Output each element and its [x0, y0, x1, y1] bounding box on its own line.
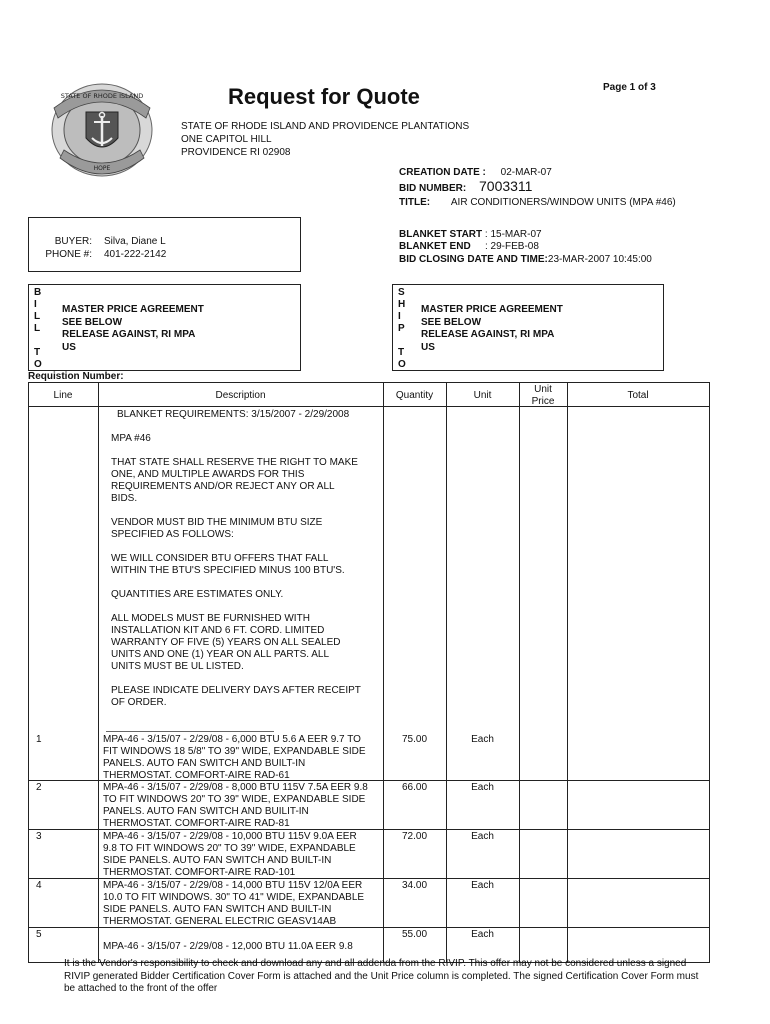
seal-bottom-text: HOPE [93, 165, 111, 172]
item-line-number: 5 [36, 929, 42, 940]
bill-letter: I [34, 299, 37, 310]
requisition-label: Requistion Number: [28, 371, 124, 382]
item-quantity: 55.00 [401, 929, 428, 940]
col-unit-price-line2: Price [531, 396, 555, 407]
closing-value: 23-MAR-2007 10:45:00 [547, 254, 652, 265]
item-quantity: 34.00 [401, 880, 428, 891]
bill-to-line: MASTER PRICE AGREEMENT [62, 304, 204, 315]
item-unit: Each [471, 734, 494, 745]
preamble-estimates: QUANTITIES ARE ESTIMATES ONLY. [111, 589, 284, 600]
creation-date-value: 02-MAR-07 [500, 167, 552, 178]
item-quantity: 72.00 [401, 831, 428, 842]
page-number: Page 1 of 3 [603, 82, 656, 93]
preamble-btu-offers: WE WILL CONSIDER BTU OFFERS THAT FALL WITHIN THE BTU'S SPECIFIED MINUS 100 BTU'S. [111, 553, 345, 576]
col-unit-price-line1: Unit [534, 384, 552, 395]
preamble-models: ALL MODELS MUST BE FURNISHED WITH INSTALLATION KIT AND 6 FT. CORD. LIMITED WARRANTY OF FIVE (5) YEARS ON ALL SEALED UNITS AND ONE (1) YEAR ON ALL PARTS. ALL UNITS MUST BE UL LISTED. [111, 613, 341, 672]
item-quantity: 66.00 [401, 782, 428, 793]
preamble-min-btu: VENDOR MUST BID THE MINIMUM BTU SIZE SPECIFIED AS FOLLOWS: [111, 517, 323, 540]
ship-letter: P [398, 323, 405, 334]
ship-letter: S [398, 287, 405, 298]
phone-label: PHONE #: [45, 248, 92, 260]
item-line-number: 2 [36, 782, 42, 793]
bill-letter: T [34, 347, 41, 358]
col-line: Line [53, 390, 73, 401]
ship-letter: H [398, 299, 406, 310]
agency-line-3: PROVIDENCE RI 02908 [181, 147, 291, 158]
agency-line-2: ONE CAPITOL HILL [181, 134, 272, 145]
bid-number-value: 7003311 [479, 178, 533, 194]
ship-to-line: SEE BELOW [421, 316, 482, 328]
bill-letter: B [34, 287, 42, 298]
ship-letter: O [398, 359, 406, 370]
bill-to-line: SEE BELOW [62, 316, 123, 328]
buyer-name: Silva, Diane L [104, 236, 166, 247]
col-description: Description [215, 390, 266, 401]
blanket-start-label: BLANKET START [399, 229, 483, 240]
ship-letter: T [398, 347, 405, 358]
blanket-start-value: : 15-MAR-07 [484, 229, 542, 240]
col-total: Total [627, 390, 649, 401]
bill-to-line: US [62, 341, 76, 353]
bill-to-line: RELEASE AGAINST, RI MPA [62, 329, 196, 340]
ship-to-line: RELEASE AGAINST, RI MPA [421, 329, 555, 340]
bill-letter: O [34, 359, 42, 370]
item-unit: Each [471, 880, 494, 891]
preamble-mpa: MPA #46 [111, 433, 151, 444]
col-unit-price [519, 384, 567, 408]
bill-letter: L [34, 323, 41, 334]
item-description: MPA-46 - 3/15/07 - 2/29/08 - 6,000 BTU 5.6 A EER 9.7 TO FIT WINDOWS 18 5/8" TO 39" WIDE, EXPANDABLE SIDE PANELS. AUTO FAN SWITCH AND BUILT-IN THERMOSTAT. COMFORT-AIRE RAD-61 [103, 734, 366, 781]
blanket-end-label: BLANKET END [399, 241, 471, 252]
item-unit: Each [471, 831, 494, 842]
item-description: MPA-46 - 3/15/07 - 2/29/08 - 12,000 BTU 11.0A EER 9.8 [103, 941, 353, 952]
item-description: MPA-46 - 3/15/07 - 2/29/08 - 8,000 BTU 115V 7.5A EER 9.8 TO FIT WINDOWS 20" TO 39" WIDE, EXPANDABLE SIDE PANELS. AUTO FAN SWITCH AND BUILIT-IN THERMOSTAT. COMFORT-AIRE RAD-81 [103, 782, 368, 829]
buyer-phone: 401-222-2142 [104, 248, 167, 260]
item-line-number: 4 [36, 880, 42, 891]
bill-letter: L [34, 311, 41, 322]
buyer-label: BUYER: [54, 236, 92, 247]
blanket-requirements: BLANKET REQUIREMENTS: 3/15/2007 - 2/29/2008 [117, 409, 350, 420]
col-unit: Unit [473, 390, 492, 401]
preamble-delivery: PLEASE INDICATE DELIVERY DAYS AFTER RECEIPT OF ORDER. [111, 685, 361, 708]
preamble-reserve-right: THAT STATE SHALL RESERVE THE RIGHT TO MAKE ONE, AND MULTIPLE AWARDS FOR THIS REQUIREMENTS AND/OR REJECT ANY OR ALL BIDS. [111, 457, 358, 504]
seal-top-text: STATE OF RHODE ISLAND [60, 92, 144, 100]
item-unit: Each [471, 782, 494, 793]
creation-date-label: CREATION DATE : [399, 167, 486, 178]
ship-to-line: US [421, 341, 435, 353]
page-title: Request for Quote [228, 84, 420, 109]
closing-label: BID CLOSING DATE AND TIME: [399, 254, 548, 265]
ship-letter: I [398, 311, 401, 322]
blanket-end-value: : 29-FEB-08 [485, 241, 539, 252]
item-description: MPA-46 - 3/15/07 - 2/29/08 - 10,000 BTU 115V 9.0A EER 9.8 TO FIT WINDOWS 20" TO 39" WIDE, EXPANDABLE SIDE PANELS. AUTO FAN SWITCH AND BUILT-IN THERMOSTAT. COMFORT-AIRE RAD-101 [103, 831, 357, 878]
vendor-responsibility-notice: It is the Vendor's responsibility to check and download any and all addenda from the RIVIP. This offer may not be considered unless a signed RIVIP generated Bidder Certification Cover Form is attached and the Unit Price column is completed. The signed Certification Cover Form must be attached to the front of the offer [64, 958, 699, 994]
item-quantity: 75.00 [401, 734, 428, 745]
item-line-number: 3 [36, 831, 42, 842]
agency-line-1: STATE OF RHODE ISLAND AND PROVIDENCE PLANTATIONS [181, 121, 470, 132]
ship-to-line: MASTER PRICE AGREEMENT [421, 304, 563, 315]
item-description: MPA-46 - 3/15/07 - 2/29/08 - 14,000 BTU 115V 12/0A EER 10.0 TO FIT WINDOWS. 30" TO 41" WIDE, EXPANDABLE SIDE PANELS. AUTO FAN SWITCH AND BUILT-IN THERMOSTAT. GENERAL ELECTRIC GEASV14AB [103, 880, 365, 927]
bid-title-label: TITLE: [399, 197, 431, 208]
bid-number-label: BID NUMBER: [399, 183, 467, 194]
col-quantity: Quantity [395, 390, 434, 401]
item-line-number: 1 [36, 734, 42, 745]
item-unit: Each [471, 929, 494, 940]
bid-title-value: AIR CONDITIONERS/WINDOW UNITS (MPA #46) [450, 197, 676, 208]
